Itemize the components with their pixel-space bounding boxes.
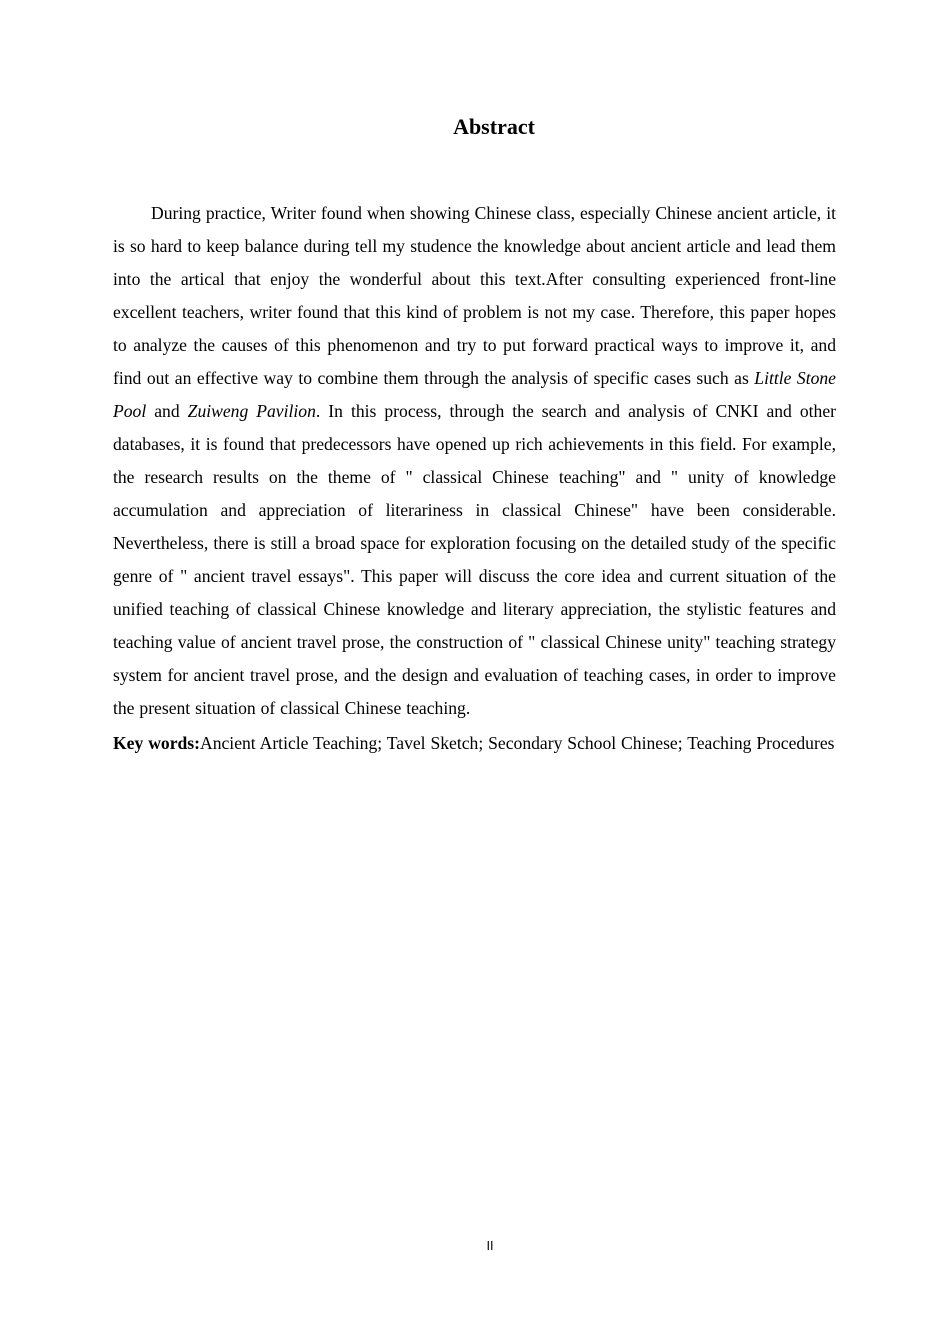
keywords-text: Ancient Article Teaching; Tavel Sketch; Secondary School Chinese; Teaching Procedures (200, 733, 835, 753)
abstract-paragraph (113, 197, 836, 725)
abstract-text-segment-3: . In this process, through the search and analysis of CNKI and other databases, it is found that predecessors have opened up rich achievements in this field. For example, the research results on the theme of " classical Chinese teaching" and " unity of knowledge accumulation and appreciation of literariness in classical Chinese" have been considerable. Nevertheless, there is still a broad space for exploration focusing on the detailed study of the specific genre of " ancient travel essays". This paper will discuss the core idea and current situation of the unified teaching of classical Chinese knowledge and literary appreciation, the stylistic features and teaching value of ancient travel prose, the construction of " classical Chinese unity" teaching strategy system for ancient travel prose, and the design and evaluation of teaching cases, in order to improve the present situation of classical Chinese teaching. (113, 401, 837, 718)
keywords-label: Key words: (113, 733, 200, 753)
italic-title-little-stone-pool: Little Stone Pool (113, 368, 836, 421)
keywords-line (113, 727, 836, 760)
abstract-title: Abstract (453, 114, 535, 139)
italic-title-zuiweng-pavilion: Zuiweng Pavilion (187, 401, 316, 421)
abstract-text-segment-1: During practice, Writer found when showing Chinese class, especially Chinese ancient article, it is so hard to keep balance during tell my studence the knowledge about ancient article and lead them into the artical that enjoy the wonderful about this text.After consulting experienced front-line excellent teachers, writer found that this kind of problem is not my case. Therefore, this paper hopes to analyze the causes of this phenomenon and try to put forward practical ways to improve it, and find out an effective way to combine them through the analysis of specific cases such as (113, 203, 836, 388)
abstract-body (113, 197, 836, 760)
page-number: II (486, 1239, 494, 1253)
abstract-text-segment-2: and (146, 401, 188, 421)
